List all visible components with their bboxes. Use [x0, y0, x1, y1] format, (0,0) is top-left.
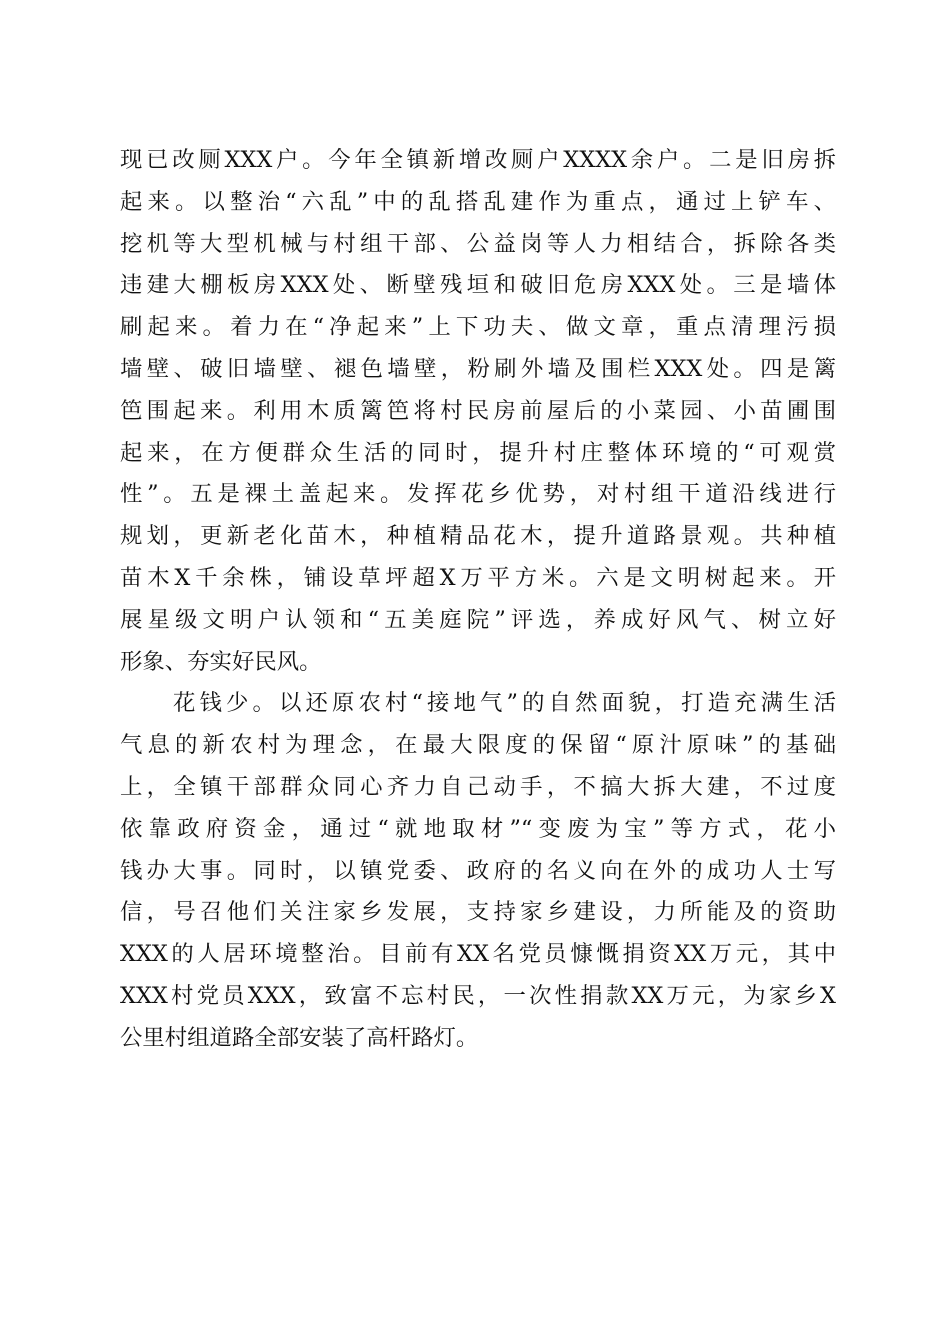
text-line: 花钱少。以还原农村“接地气”的自然面貌，打造充满生活 [120, 690, 836, 717]
text-line: 苗木X千余株，铺设草坪超X万平方米。六是文明树起来。开 [120, 564, 836, 591]
text-line: 钱办大事。同时，以镇党委、政府的名义向在外的成功人士写 [120, 857, 836, 884]
text-line: 公里村组道路全部安装了高杆路灯。 [120, 1024, 479, 1051]
text-line: XXX村党员XXX，致富不忘村民，一次性捐款XX万元，为家乡X [120, 982, 836, 1009]
text-line: 气息的新农村为理念，在最大限度的保留“原汁原味”的基础 [120, 732, 836, 759]
text-line: 上，全镇干部群众同心齐力自己动手，不搞大拆大建，不过度 [120, 773, 836, 800]
text-line: 性”。五是裸土盖起来。发挥花乡优势，对村组干道沿线进行 [120, 481, 836, 508]
text-line: 墙壁、破旧墙壁、褪色墙壁，粉刷外墙及围栏XXX处。四是篱 [120, 355, 836, 382]
body-text [120, 140, 836, 1060]
text-line: 信，号召他们关注家乡发展，支持家乡建设，力所能及的资助 [120, 899, 836, 926]
text-line: XXX的人居环境整治。目前有XX名党员慷慨捐资XX万元，其中 [120, 941, 836, 968]
text-line: 刷起来。着力在“净起来”上下功夫、做文章，重点清理污损 [120, 314, 836, 341]
text-line: 规划，更新老化苗木，种植精品花木，提升道路景观。共种植 [120, 523, 836, 550]
text-line: 依靠政府资金，通过“就地取材”“变废为宝”等方式，花小 [120, 815, 836, 842]
text-line: 形象、夯实好民风。 [120, 648, 322, 675]
text-line: 违建大棚板房XXX处、断壁残垣和破旧危房XXX处。三是墙体 [120, 272, 836, 299]
text-line: 起来。以整治“六乱”中的乱搭乱建作为重点，通过上铲车、 [120, 188, 836, 215]
paragraph-1 [120, 140, 836, 683]
text-line: 现已改厕XXX户。今年全镇新增改厕户XXXX余户。二是旧房拆 [120, 147, 836, 173]
text-line: 笆围起来。利用木质篱笆将村民房前屋后的小菜园、小苗圃围 [120, 397, 836, 424]
paragraph-2 [120, 683, 836, 1059]
text-line: 起来，在方便群众生活的同时，提升村庄整体环境的“可观赏 [120, 439, 836, 466]
text-line: 展星级文明户认领和“五美庭院”评选，养成好风气、树立好 [120, 606, 836, 633]
text-line: 挖机等大型机械与村组干部、公益岗等人力相结合，拆除各类 [120, 230, 836, 257]
